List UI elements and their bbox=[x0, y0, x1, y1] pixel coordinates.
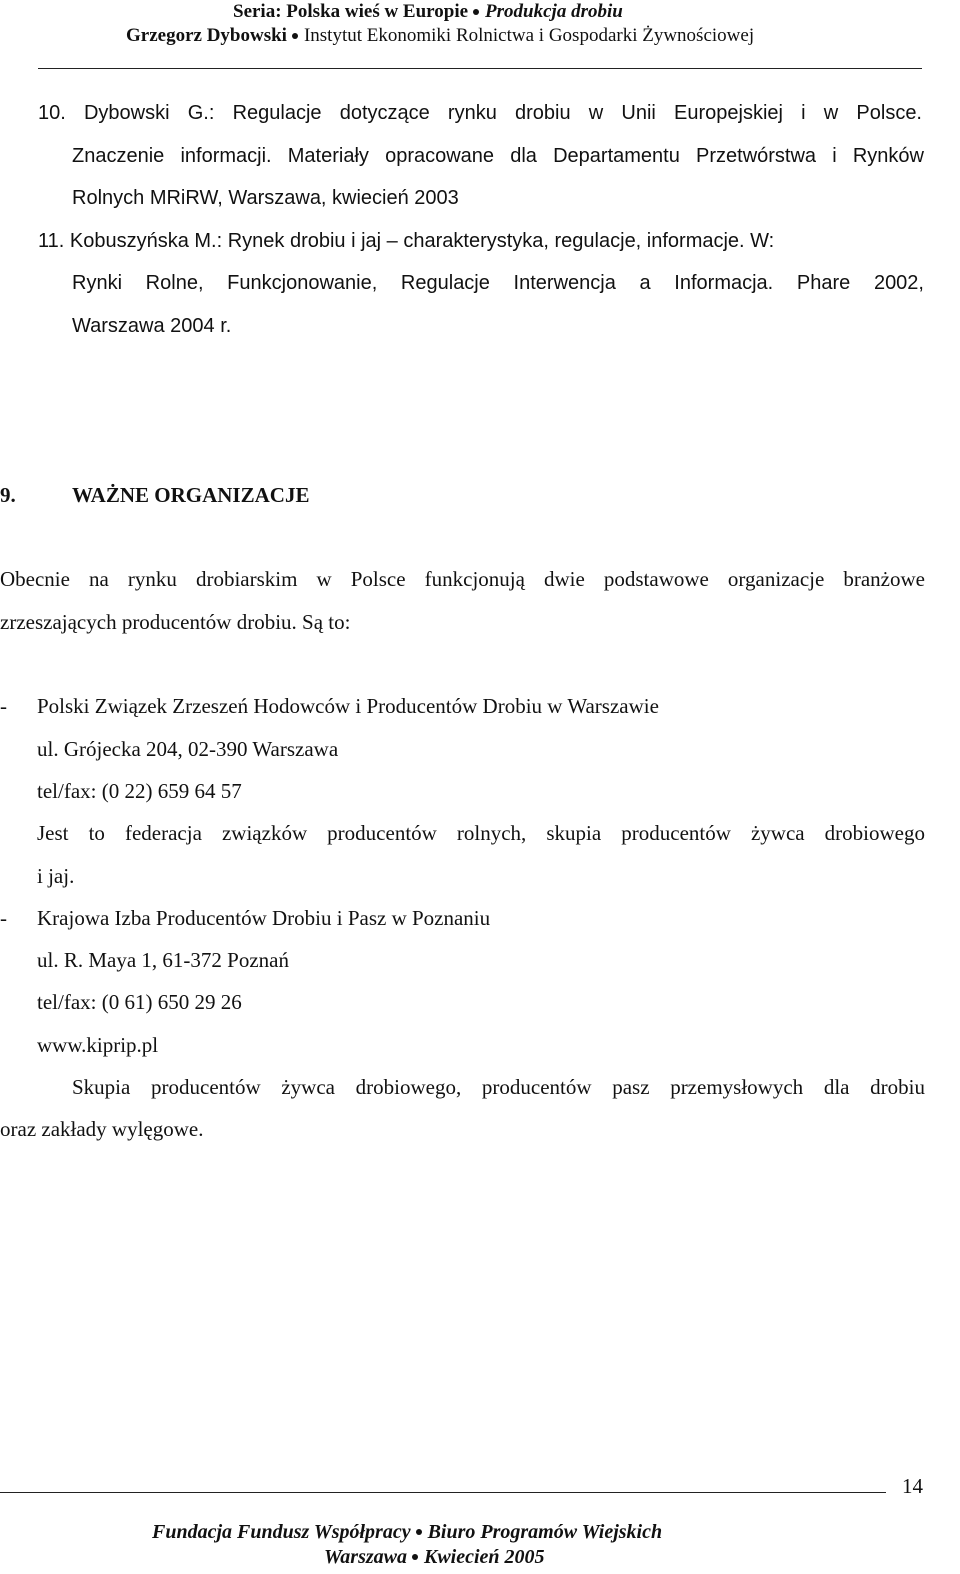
footer-divider bbox=[0, 1492, 886, 1493]
ref11-line1: 11. Kobuszyńska M.: Rynek drobiu i jaj – charakterystyka, regulacje, informacje. W: bbox=[38, 230, 775, 252]
org2-desc-line2: oraz zakłady wylęgowe. bbox=[0, 1117, 204, 1141]
ref10-line1: 10. Dybowski G.: Regulacje dotyczące rynku drobiu w Unii Europejskiej i w Polsce. bbox=[38, 102, 922, 124]
org2-name: Krajowa Izba Producentów Drobiu i Pasz w Poznaniu bbox=[37, 906, 491, 930]
org2-website-link[interactable]: www.kiprip.pl bbox=[37, 1033, 159, 1057]
org2-dash: - bbox=[0, 906, 7, 930]
intro-line2: zrzeszających producentów drobiu. Są to: bbox=[0, 610, 351, 634]
page-number: 14 bbox=[902, 1474, 923, 1498]
ref11-line3: Warszawa 2004 r. bbox=[72, 315, 232, 337]
org1-address: ul. Grójecka 204, 02-390 Warszawa bbox=[37, 737, 339, 761]
series-topic: Produkcja drobiu bbox=[485, 1, 623, 22]
intro-line1: Obecnie na rynku drobiarskim w Polsce funkcjonują dwie podstawowe organizacje branżowe bbox=[0, 567, 925, 591]
bullet-icon bbox=[473, 9, 479, 15]
series-label: Seria: Polska wieś w Europie bbox=[233, 1, 469, 22]
ref10-line2: Znaczenie informacji. Materiały opracowane dla Departamentu Przetwórstwa i Rynków bbox=[72, 145, 924, 167]
footer-line2 bbox=[324, 1546, 545, 1569]
org1-phone: tel/fax: (0 22) 659 64 57 bbox=[37, 779, 242, 803]
org1-desc-line1: Jest to federacja związków producentów rolnych, skupia producentów żywca drobiowego bbox=[37, 821, 925, 845]
org1-desc-line2: i jaj. bbox=[37, 864, 75, 888]
footer-line1 bbox=[152, 1521, 662, 1544]
footer-city: Warszawa bbox=[324, 1546, 407, 1568]
bullet-icon bbox=[412, 1554, 418, 1560]
org2-phone: tel/fax: (0 61) 650 29 26 bbox=[37, 990, 242, 1014]
org1-name: Polski Związek Zrzeszeń Hodowców i Producentów Drobiu w Warszawie bbox=[37, 694, 659, 718]
org2-desc-line1: Skupia producentów żywca drobiowego, producentów pasz przemysłowych dla drobiu bbox=[72, 1075, 925, 1099]
running-header-author bbox=[126, 25, 754, 47]
bullet-icon bbox=[416, 1529, 422, 1535]
footer-date: Kwiecień 2005 bbox=[424, 1546, 545, 1568]
footer-foundation: Fundacja Fundusz Współpracy bbox=[152, 1521, 411, 1543]
section-title: WAŻNE ORGANIZACJE bbox=[72, 483, 310, 507]
footer-office: Biuro Programów Wiejskich bbox=[427, 1521, 663, 1543]
org2-address: ul. R. Maya 1, 61-372 Poznań bbox=[37, 948, 289, 972]
institute-name: Instytut Ekonomiki Rolnictwa i Gospodarki Żywnościowej bbox=[303, 25, 755, 46]
ref11-line2: Rynki Rolne, Funkcjonowanie, Regulacje Interwencja a Informacja. Phare 2002, bbox=[72, 272, 924, 294]
org1-dash: - bbox=[0, 694, 7, 718]
author-name: Grzegorz Dybowski bbox=[126, 25, 287, 46]
section-number: 9. bbox=[0, 483, 16, 507]
header-divider bbox=[38, 68, 922, 69]
bullet-icon bbox=[292, 33, 298, 39]
running-header-series bbox=[233, 1, 623, 23]
ref10-line3: Rolnych MRiRW, Warszawa, kwiecień 2003 bbox=[72, 187, 459, 209]
